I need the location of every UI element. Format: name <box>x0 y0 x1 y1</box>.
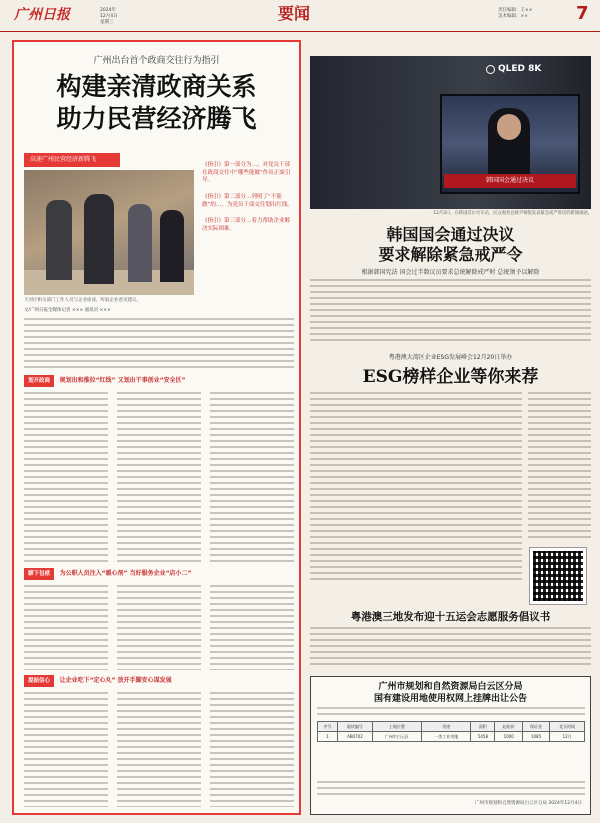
photo-caption: 天河区相关部门工作人员与企业座谈，听取企业意见建议。 <box>24 298 141 303</box>
subhead-tag: 聊下包袱 <box>24 568 54 580</box>
subhead-text: 让企业吃下“定心丸” 放开手脚安心谋发展 <box>59 677 172 684</box>
table-cell: 广州市白云区 <box>372 732 421 742</box>
text-column <box>117 585 201 670</box>
photo-person <box>46 200 72 280</box>
korea-body-text <box>310 279 591 343</box>
masthead <box>0 0 600 32</box>
issue-year: 2024年 <box>100 8 116 13</box>
table-cell: 12月 <box>550 732 585 742</box>
lead-body-text <box>24 318 294 370</box>
notice-title-line: 国有建设用地使用权网上挂牌出让公告 <box>373 694 527 704</box>
text-column <box>117 392 201 562</box>
table-row <box>318 732 585 742</box>
table-cell: 1085 <box>522 732 549 742</box>
table-header: 地块编号 <box>338 722 373 732</box>
table-header: 保证金 <box>522 722 549 732</box>
lead-banner: 高速广州民营经济新腾飞 <box>24 153 120 167</box>
headline-line: 助力民营经济腾飞 <box>56 104 257 133</box>
table-header: 序号 <box>318 722 338 732</box>
notice-table <box>317 721 585 742</box>
esg-kicker: 粤港澳大湾区企业ESG发展峰会12月20日举办 <box>388 354 513 361</box>
pull-quote: 《指引》第一部分为…，对党员干部在政商交往中“哪些能做”作出正面引导。 <box>202 162 291 184</box>
headline-line: 韩国国会通过决议 <box>386 225 515 244</box>
text-column <box>24 585 108 670</box>
esg-headline[interactable]: ESG榜样企业等你来荐 <box>362 367 539 387</box>
table-header-row <box>318 722 585 732</box>
table-cell: 1 <box>318 732 338 742</box>
text-column <box>210 392 294 562</box>
text-column <box>24 392 108 562</box>
text-column <box>210 692 294 807</box>
editor-line: 责任编辑：王×× <box>498 8 533 13</box>
pull-quotes <box>202 162 294 243</box>
tv-brand-label: QLED 8K <box>498 64 542 74</box>
tv-news-banner: 韩国国会通过决议 <box>444 174 576 188</box>
notice-footer-text <box>317 781 585 797</box>
body-columns-1 <box>24 392 294 562</box>
subhead-3 <box>24 675 294 687</box>
photo-person <box>160 210 184 282</box>
issue-weekday: 星期三 <box>100 19 114 25</box>
table-header: 面积 <box>471 722 495 732</box>
table-cell: 5458 <box>471 732 495 742</box>
volunteer-headline[interactable]: 粤港澳三地发布迎十五运会志愿服务倡议书 <box>350 611 551 623</box>
table-cell: AB0702 <box>338 732 373 742</box>
subhead-tag: 划开政商 <box>24 375 54 387</box>
photo-person <box>84 194 114 284</box>
body-columns-3 <box>24 692 294 807</box>
lead-headline[interactable] <box>14 71 299 135</box>
notice-intro-text <box>317 707 585 717</box>
subhead-2 <box>24 568 294 580</box>
section-title: 要闻 <box>278 4 311 23</box>
editor-line: 美术编辑：×× <box>498 13 529 19</box>
table-header: 竞买时间 <box>550 722 585 732</box>
table-header: 起始价 <box>495 722 522 732</box>
esg-body-text <box>310 392 522 580</box>
newspaper-logo: 广州日报 <box>14 7 70 23</box>
notice-signature: 广州市规划和自然资源局白云区分局 2024年12月4日 <box>475 801 582 806</box>
text-column <box>24 692 108 807</box>
tv-brand-logo-icon <box>486 65 495 74</box>
issue-date <box>100 8 118 26</box>
notice-title-line: 广州市规划和自然资源局白云区分局 <box>378 682 523 692</box>
korea-subhead: 根据韩国宪法 国会过半数议员要求总统解除戒严时 总统须予以解除 <box>361 269 540 276</box>
qr-code-icon[interactable] <box>530 548 586 604</box>
subhead-text: 为公职人员注入“暖心剂” 当好服务企业“店小二” <box>59 570 192 577</box>
table-cell: 一类工业用地 <box>422 732 471 742</box>
headline-line: 要求解除紧急戒严令 <box>378 245 523 264</box>
subhead-text: 规划出和推拉“红线” 又划出干事创业“安全区” <box>59 377 186 384</box>
headline-line: 构建亲清政商关系 <box>56 72 257 101</box>
table-cell: 1000 <box>495 732 522 742</box>
tv-news-photo[interactable] <box>310 56 591 209</box>
lead-photo[interactable] <box>24 170 194 295</box>
notice-title <box>311 681 590 705</box>
lead-kicker: 广州出台首个政商交往行为指引 <box>93 56 220 66</box>
body-columns-2 <box>24 585 294 670</box>
byline: 文/广州日报全媒体记者 ××× 通讯员 ××× <box>24 308 111 313</box>
table-header: 土地位置 <box>372 722 421 732</box>
pull-quote: 《指引》第三部分…着力帮助企业解决实际困难。 <box>202 218 291 233</box>
editor-credits <box>498 8 533 19</box>
pull-quote: 《指引》第二部分…列明了“不能做”的…，为党员干部交往划出红线。 <box>202 194 293 208</box>
lead-story[interactable] <box>12 40 301 815</box>
tv-photo-caption: 12月3日，在韩国首尔火车站，民众观看总统尹锡悦发表紧急戒严讲话的新闻画面。 <box>433 211 592 216</box>
korea-headline[interactable] <box>310 225 591 265</box>
text-column <box>117 692 201 807</box>
subhead-tag: 提振信心 <box>24 675 54 687</box>
table-header: 用途 <box>422 722 471 732</box>
issue-day: 12月4日 <box>100 13 118 19</box>
page-number: 7 <box>576 3 589 24</box>
photo-person <box>128 204 152 282</box>
land-auction-notice <box>310 676 591 815</box>
esg-side-text <box>528 392 591 542</box>
volunteer-body-text <box>310 627 591 669</box>
text-column <box>210 585 294 670</box>
subhead-1 <box>24 375 294 387</box>
tv-speaker-face <box>497 114 521 140</box>
